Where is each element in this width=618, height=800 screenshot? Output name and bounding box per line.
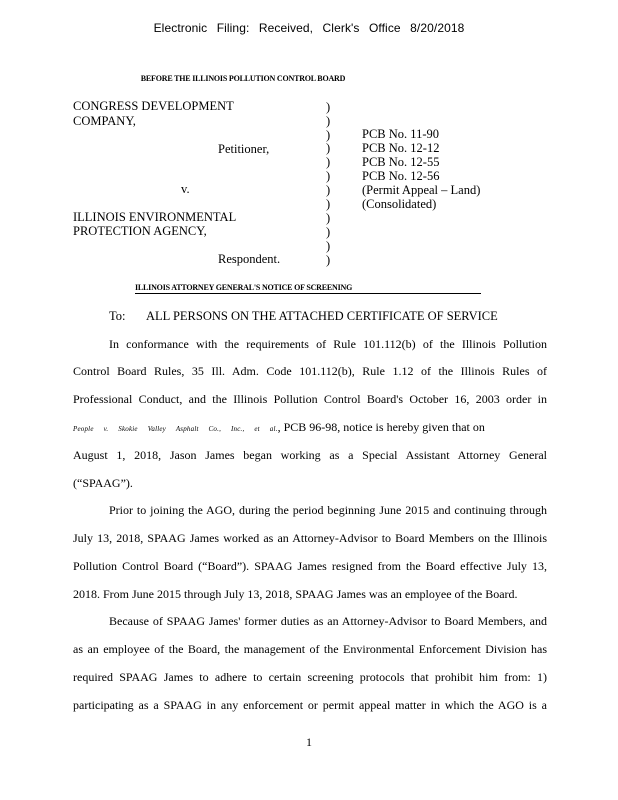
- caption-paren: ): [326, 128, 331, 142]
- respondent-name-line1: ILLINOIS ENVIRONMENTAL: [73, 210, 237, 224]
- caption-paren: ): [326, 100, 331, 114]
- body-line: August 1, 2018, Jason James began working as a Special Assistant Attorney General: [73, 448, 547, 462]
- body-line: (“SPAAG”).: [73, 476, 133, 490]
- body-line: Prior to joining the AGO, during the period beginning June 2015 and continuing through: [109, 503, 547, 517]
- body-line: [73, 420, 547, 435]
- petitioner-name-line2: COMPANY,: [73, 114, 136, 128]
- caption-paren: ): [326, 239, 331, 253]
- respondent-role: Respondent.: [218, 252, 281, 266]
- body-line: required SPAAG James to adhere to certain screening protocols that prohibit him from: 1): [73, 670, 547, 684]
- body-line: Professional Conduct, and the Illinois Pollution Control Board's October 16, 2003 order in: [73, 392, 547, 406]
- filing-stamp: Electronic Filing: Received, Clerk's Office 8/20/2018: [153, 21, 465, 35]
- to-recipients: ALL PERSONS ON THE ATTACHED CERTIFICATE OF SERVICE: [146, 309, 498, 323]
- caption-paren: ): [326, 114, 331, 128]
- petitioner-name-line1: CONGRESS DEVELOPMENT: [73, 99, 234, 113]
- caption-paren: ): [326, 183, 331, 197]
- caption-paren: ): [326, 211, 331, 225]
- caption-paren: ): [326, 141, 331, 155]
- board-title: BEFORE THE ILLINOIS POLLUTION CONTROL BOARD: [140, 74, 346, 83]
- body-line: Control Board Rules, 35 Ill. Adm. Code 101.112(b), Rule 1.12 of the Illinois Rules of: [73, 364, 547, 378]
- page-number: 1: [306, 735, 312, 749]
- body-line: July 13, 2018, SPAAG James worked as an Attorney-Advisor to Board Members on the Illinois: [73, 531, 547, 545]
- caption-paren: ): [326, 155, 331, 169]
- case-citation: People v. Skokie Valley Asphalt Co., Inc., et al.: [73, 425, 278, 433]
- case-number: PCB No. 12-56: [362, 169, 440, 183]
- case-consolidated: (Consolidated): [362, 197, 437, 211]
- case-number: PCB No. 12-55: [362, 155, 440, 169]
- petitioner-role: Petitioner,: [218, 142, 270, 156]
- body-line: Because of SPAAG James' former duties as an Attorney-Advisor to Board Members, and: [109, 614, 547, 628]
- case-type: (Permit Appeal – Land): [362, 183, 481, 197]
- caption-paren: ): [326, 225, 331, 239]
- respondent-name-line2: PROTECTION AGENCY,: [73, 224, 207, 238]
- caption-paren: ): [326, 253, 331, 267]
- body-line: participating as a SPAAG in any enforcement or permit appeal matter in which the AGO is a: [73, 698, 547, 712]
- body-line: 2018. From June 2015 through July 13, 2018, SPAAG James was an employee of the Board.: [73, 587, 518, 601]
- caption-paren: ): [326, 197, 331, 211]
- body-line: In conformance with the requirements of Rule 101.112(b) of the Illinois Pollution: [109, 337, 547, 351]
- versus: v.: [181, 182, 190, 196]
- caption-paren: ): [326, 169, 331, 183]
- case-number: PCB No. 12-12: [362, 141, 440, 155]
- to-label: To:: [109, 309, 126, 323]
- case-citation-rest: , PCB 96-98, notice is hereby given that on: [277, 420, 485, 434]
- case-number: PCB No. 11-90: [362, 127, 439, 141]
- notice-title: ILLINOIS ATTORNEY GENERAL'S NOTICE OF SCREENING: [135, 283, 481, 294]
- body-line: Pollution Control Board (“Board”). SPAAG James resigned from the Board effective July 13,: [73, 559, 547, 573]
- body-line: as an employee of the Board, the management of the Environmental Enforcement Division has: [73, 642, 547, 656]
